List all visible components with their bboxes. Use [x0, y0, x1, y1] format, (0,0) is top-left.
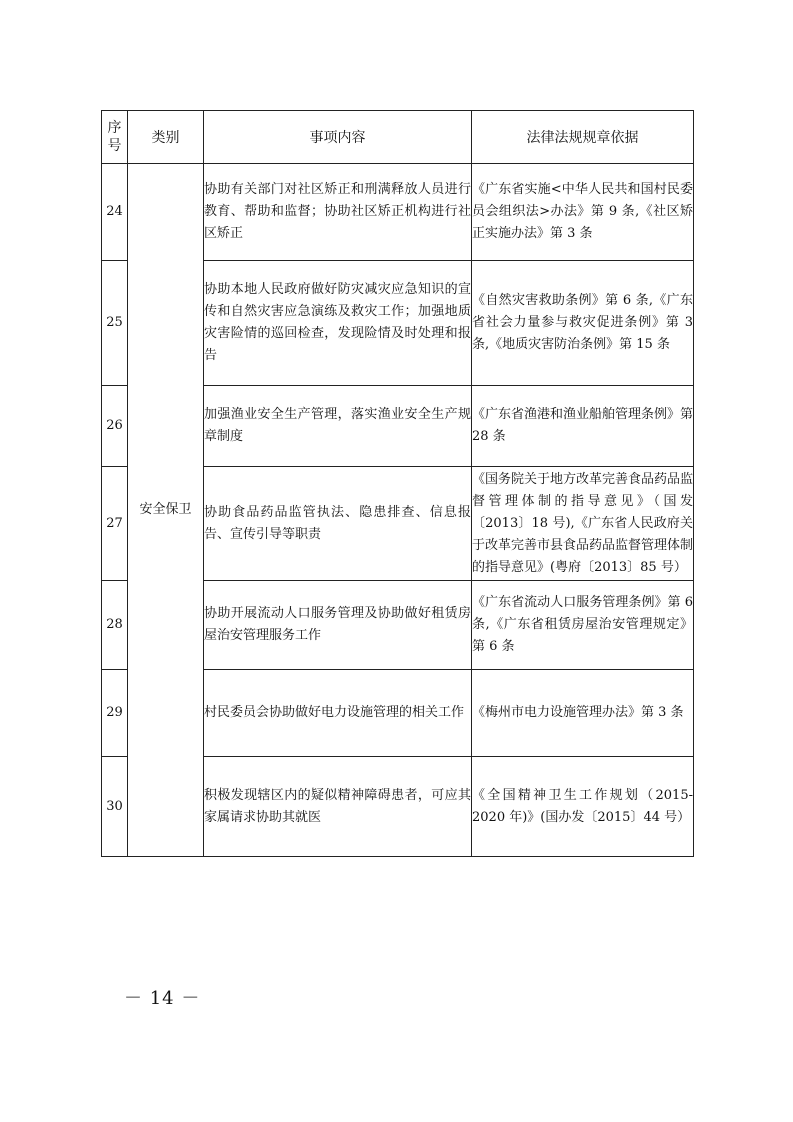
row-content: 协助开展流动人口服务管理及协助做好租赁房屋治安管理服务工作	[204, 581, 472, 670]
row-basis: 《广东省渔港和渔业船舶管理条例》第 28 条	[472, 386, 694, 467]
row-number: 28	[102, 581, 128, 670]
header-seq: 序号	[102, 111, 128, 164]
row-number: 24	[102, 164, 128, 261]
table-row	[102, 164, 694, 261]
page-number: － 14 －	[124, 988, 201, 1009]
row-content: 村民委员会协助做好电力设施管理的相关工作	[204, 670, 472, 757]
row-basis: 《广东省流动人口服务管理条例》第 6 条,《广东省租赁房屋治安管理规定》第 6 条	[472, 581, 694, 670]
row-basis: 《梅州市电力设施管理办法》第 3 条	[472, 670, 694, 757]
header-category: 类别	[128, 111, 204, 164]
header-content: 事项内容	[204, 111, 472, 164]
row-basis: 《自然灾害救助条例》第 6 条,《广东省社会力量参与救灾促进条例》第 3 条,《地质灾害防治条例》第 15 条	[472, 261, 694, 386]
row-content: 协助食品药品监管执法、隐患排查、信息报告、宣传引导等职责	[204, 467, 472, 581]
header-row	[102, 111, 694, 164]
row-basis: 《国务院关于地方改革完善食品药品监督管理体制的指导意见》（国发〔2013〕18 号),《广东省人民政府关于改革完善市县食品药品监督管理体制的指导意见》(粤府〔2013〕85 号）	[472, 467, 694, 581]
row-number: 27	[102, 467, 128, 581]
header-basis: 法律法规规章依据	[472, 111, 694, 164]
row-basis: 《广东省实施<中华人民共和国村民委员会组织法>办法》第 9 条,《社区矫正实施办法》第 3 条	[472, 164, 694, 261]
row-content: 积极发现辖区内的疑似精神障碍患者，可应其家属请求协助其就医	[204, 757, 472, 857]
row-content: 加强渔业安全生产管理，落实渔业安全生产规章制度	[204, 386, 472, 467]
row-number: 29	[102, 670, 128, 757]
row-number: 30	[102, 757, 128, 857]
row-number: 25	[102, 261, 128, 386]
row-content: 协助有关部门对社区矫正和刑满释放人员进行教育、帮助和监督；协助社区矫正机构进行社区矫正	[204, 164, 472, 261]
category-cell: 安全保卫	[128, 164, 204, 857]
row-basis: 《全国精神卫生工作规划（2015-2020 年)》(国办发〔2015〕44 号）	[472, 757, 694, 857]
row-content: 协助本地人民政府做好防灾减灾应急知识的宣传和自然灾害应急演练及救灾工作；加强地质灾害险情的巡回检查，发现险情及时处理和报告	[204, 261, 472, 386]
regulation-table	[101, 110, 694, 857]
row-number: 26	[102, 386, 128, 467]
